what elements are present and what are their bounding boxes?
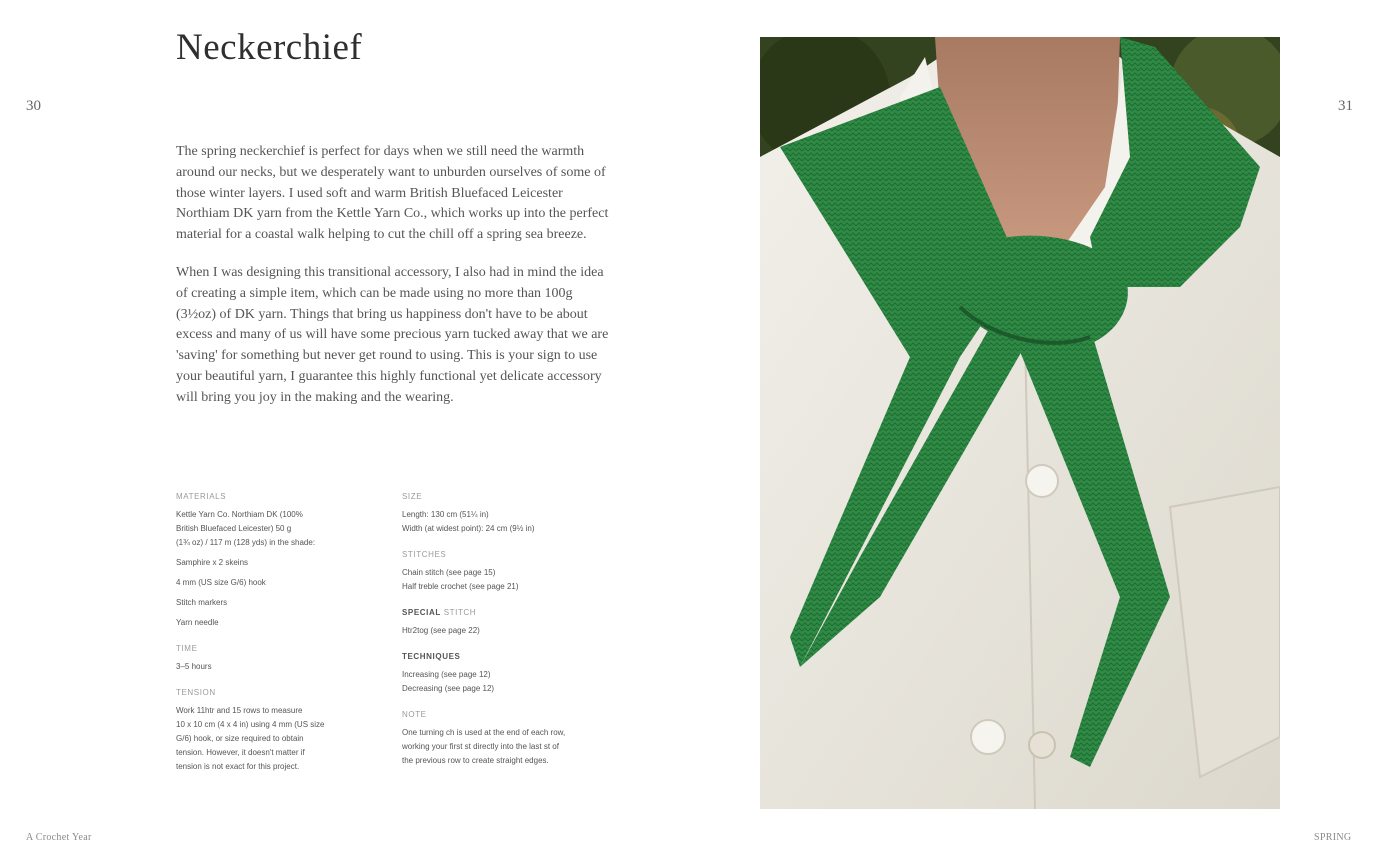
note-line: working your first st directly into the last st of — [402, 742, 559, 751]
special-stitch-section — [402, 606, 614, 638]
page-number-right: 31 — [1338, 98, 1353, 114]
materials-item-line: British Bluefaced Leicester) 50 g — [176, 524, 292, 533]
specs-right-column — [402, 490, 614, 780]
materials-item — [176, 508, 376, 550]
time-heading: TIME — [176, 644, 198, 653]
neckerchief-photo — [760, 37, 1280, 809]
page-title: Neckerchief — [176, 27, 363, 68]
size-line: Length: 130 cm (51¼ in) — [402, 510, 489, 519]
tension-line: tension is not exact for this project. — [176, 762, 300, 771]
time-value: 3–5 hours — [176, 662, 212, 671]
note-line: One turning ch is used at the end of each row, — [402, 728, 566, 737]
shirt-button — [1029, 732, 1055, 758]
materials-item: Yarn needle — [176, 618, 219, 627]
size-line: Width (at widest point): 24 cm (9½ in) — [402, 524, 535, 533]
stitches-line: Half treble crochet (see page 21) — [402, 582, 519, 591]
techniques-line: Decreasing (see page 12) — [402, 684, 495, 693]
stitches-line: Chain stitch (see page 15) — [402, 568, 496, 577]
materials-section — [176, 490, 376, 630]
shirt-button — [971, 720, 1005, 754]
size-section — [402, 490, 614, 536]
special-stitch-heading-light: STITCH — [443, 608, 477, 617]
size-heading: SIZE — [402, 492, 423, 501]
tension-line: tension. However, it doesn't matter if — [176, 748, 305, 757]
materials-item: 4 mm (US size G/6) hook — [176, 578, 266, 587]
materials-item: Samphire x 2 skeins — [176, 558, 249, 567]
footer-section-name: SPRING — [1314, 832, 1352, 843]
stitches-heading: STITCHES — [402, 550, 447, 559]
note-section — [402, 708, 614, 768]
materials-heading: MATERIALS — [176, 492, 227, 501]
special-stitch-heading — [402, 606, 614, 620]
intro-paragraph: When I was designing this transitional accessory, I also had in mind the idea of creating a simple item, which can be made using no more than 100g (3½oz) of DK yarn. Things that bring us happiness don't have to be about excess and many of us will have some precious yarn tucked away that we are 'saving' for something but never get round to using. This is your sign to use your beautiful yarn, I guarantee this highly functional yet delicate accessory will bring you joy in the making and the wearing. — [176, 264, 609, 405]
page-number-left: 30 — [26, 98, 41, 114]
tension-section — [176, 686, 376, 774]
materials-item-line: (1¾ oz) / 117 m (128 yds) in the shade: — [176, 538, 316, 547]
shirt-button — [1026, 465, 1058, 497]
neckerchief-photo-illustration — [760, 37, 1280, 809]
footer-book-title: A Crochet Year — [26, 832, 92, 843]
special-stitch-heading-bold: SPECIAL — [402, 608, 441, 617]
stitches-section — [402, 548, 614, 594]
intro-paragraph: The spring neckerchief is perfect for days when we still need the warmth around our necks, but we desperately want to unburden ourselves of some of those winter layers. I used soft and warm British Bluefaced Leicester Northiam DK yarn from the Kettle Yarn Co., which works up into the perfect material for a coastal walk helping to cut the chill off a spring sea breeze. — [176, 144, 609, 243]
tension-line: 10 x 10 cm (4 x 4 in) using 4 mm (US size — [176, 720, 325, 729]
materials-item: Stitch markers — [176, 598, 228, 607]
specs-left-column — [176, 490, 376, 786]
tension-heading: TENSION — [176, 688, 216, 697]
intro-text — [176, 142, 616, 426]
tension-line: Work 11htr and 15 rows to measure — [176, 706, 303, 715]
note-line: the previous row to create straight edges. — [402, 756, 549, 765]
time-section — [176, 642, 376, 674]
materials-item-line: Kettle Yarn Co. Northiam DK (100% — [176, 510, 303, 519]
techniques-line: Increasing (see page 12) — [402, 670, 491, 679]
tension-line: G/6) hook, or size required to obtain — [176, 734, 304, 743]
techniques-section — [402, 650, 614, 696]
special-stitch-line: Htr2tog (see page 22) — [402, 626, 480, 635]
techniques-heading: TECHNIQUES — [402, 652, 461, 661]
note-heading: NOTE — [402, 710, 427, 719]
